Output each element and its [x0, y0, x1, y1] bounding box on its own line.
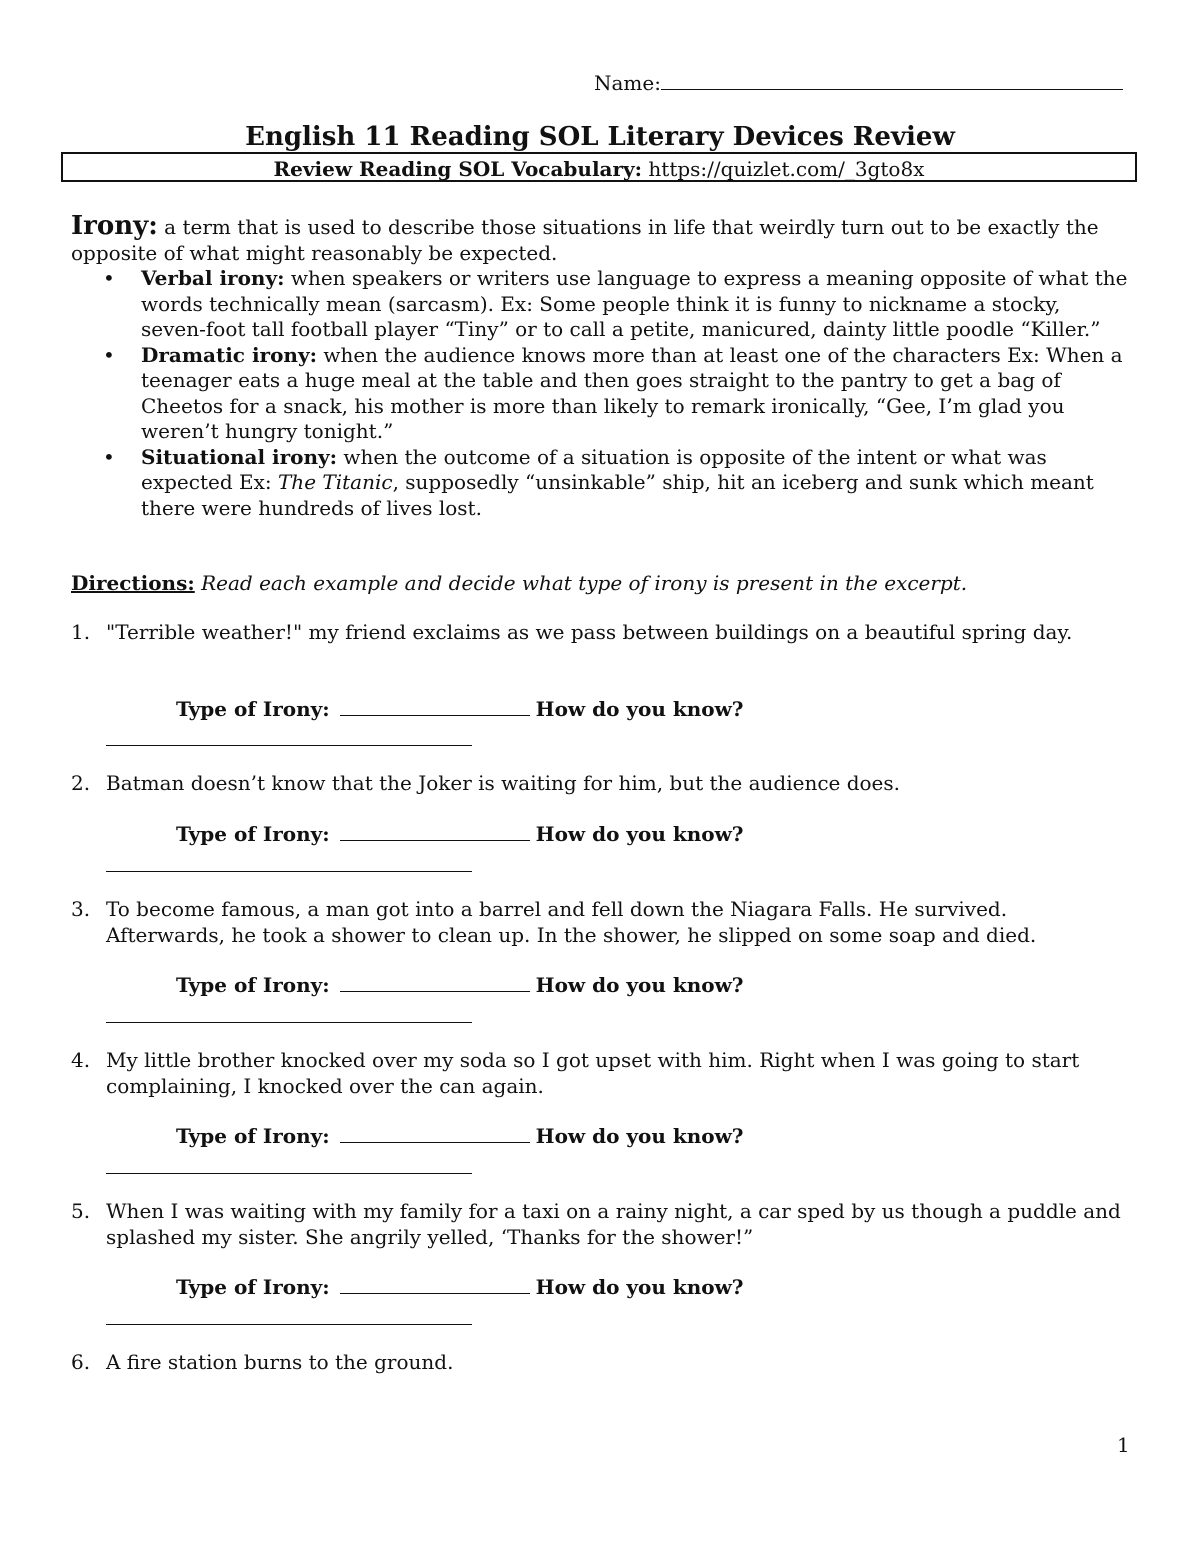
how-do-you-know-label: How do you know?: [535, 697, 744, 721]
question-text: Batman doesn’t know that the Joker is waiting for him, but the audience does.: [106, 771, 901, 795]
type-of-irony-label: Type of Irony:: [176, 1124, 330, 1148]
type-blank[interactable]: [340, 1124, 530, 1143]
how-do-you-know-label: How do you know?: [535, 973, 744, 997]
question-number: 5.: [71, 1199, 91, 1223]
irony-types-list: [71, 266, 1131, 521]
page-title: English 11 Reading SOL Literary Devices Review: [245, 122, 955, 152]
question-text: "Terrible weather!" my friend exclaims as we pass between buildings on a beautiful spring day.: [106, 620, 1073, 644]
answer-row-4: [176, 1123, 744, 1149]
name-label: Name:: [594, 71, 661, 95]
answer-row-3: [176, 972, 744, 998]
answer-row-2: [176, 821, 744, 847]
type-blank[interactable]: [340, 697, 530, 716]
type-of-irony-label: Type of Irony:: [176, 1275, 330, 1299]
page-number: 1: [1117, 1433, 1130, 1457]
question-text: My little brother knocked over my soda so I got upset with him. Right when I was going to start complaining, I knocked over the can again.: [106, 1048, 1080, 1098]
question-2: [71, 771, 1131, 797]
irony-type-text: when speakers or writers use language to express a meaning opposite of what the words technically mean (sarcasm). Ex: Some people think it is funny to nickname a stocky, seven-foot tall football player “Tiny” or to call a petite, manicured, dainty little poodle “Killer.”: [141, 266, 1128, 341]
vocab-box: [61, 152, 1137, 182]
irony-type-example-title: The Titanic: [277, 470, 393, 494]
how-do-you-know-label: How do you know?: [535, 1275, 744, 1299]
explanation-blank[interactable]: [106, 1022, 472, 1023]
vocab-link[interactable]: https://quizlet.com/_3gto8x: [648, 157, 925, 181]
irony-type-situational: [71, 445, 1131, 522]
name-blank[interactable]: [661, 71, 1123, 90]
question-number: 2.: [71, 771, 91, 795]
how-do-you-know-label: How do you know?: [535, 822, 744, 846]
irony-definition-block: [71, 211, 1131, 521]
explanation-blank[interactable]: [106, 1173, 472, 1174]
explanation-blank[interactable]: [106, 745, 472, 746]
question-text: A fire station burns to the ground.: [106, 1350, 454, 1374]
type-of-irony-label: Type of Irony:: [176, 822, 330, 846]
question-6: [71, 1350, 1131, 1376]
explanation-blank[interactable]: [106, 871, 472, 872]
irony-type-verbal: [71, 266, 1131, 343]
question-3: [71, 897, 1131, 948]
question-1: [71, 620, 1131, 646]
question-5: [71, 1199, 1131, 1250]
type-blank[interactable]: [340, 973, 530, 992]
irony-type-name: Verbal irony:: [141, 266, 285, 290]
answer-row-1: [176, 696, 744, 722]
question-text: To become famous, a man got into a barrel and fell down the Niagara Falls. He survived. Afterwards, he took a shower to clean up. In the shower, he slipped on some soap and died.: [106, 897, 1037, 947]
directions-label: Directions:: [71, 571, 195, 595]
question-4: [71, 1048, 1131, 1099]
answer-row-5: [176, 1274, 744, 1300]
question-number: 1.: [71, 620, 91, 644]
irony-definition-text: a term that is used to describe those situations in life that weirdly turn out to be exactly the opposite of what might reasonably be expected.: [71, 215, 1099, 265]
type-blank[interactable]: [340, 1275, 530, 1294]
irony-type-name: Situational irony:: [141, 444, 338, 469]
irony-type-text: when the outcome of a situation is opposite of the intent or what was expected Ex:: [141, 444, 1047, 494]
directions: [71, 570, 967, 596]
how-do-you-know-label: How do you know?: [535, 1124, 744, 1148]
vocab-label: Review Reading SOL Vocabulary:: [273, 157, 643, 181]
bullet-icon: •: [103, 266, 115, 290]
type-of-irony-label: Type of Irony:: [176, 973, 330, 997]
type-of-irony-label: Type of Irony:: [176, 697, 330, 721]
irony-type-text-after: , supposedly “unsinkable” ship, hit an iceberg and sunk which meant there were hundreds of lives lost.: [141, 470, 1094, 520]
irony-type-text: when the audience knows more than at least one of the characters Ex: When a teenager eats a huge meal at the table and then goes straight to the pantry to get a bag of Cheetos for a snack, his mother is more than likely to remark ironically, “Gee, I’m glad you weren’t hungry tonight.”: [141, 342, 1123, 443]
directions-text: Read each example and decide what type of irony is present in the excerpt.: [201, 571, 968, 595]
name-row: [594, 70, 1123, 96]
irony-term: Irony:: [71, 211, 158, 241]
irony-definition: [71, 211, 1131, 266]
question-number: 4.: [71, 1048, 91, 1072]
question-number: 3.: [71, 897, 91, 921]
irony-type-name: Dramatic irony:: [141, 342, 317, 367]
question-number: 6.: [71, 1350, 91, 1374]
bullet-icon: •: [103, 444, 115, 469]
question-text: When I was waiting with my family for a taxi on a rainy night, a car sped by us though a puddle and splashed my sister. She angrily yelled, ‘Thanks for the shower!”: [106, 1199, 1121, 1249]
explanation-blank[interactable]: [106, 1324, 472, 1325]
irony-type-dramatic: [71, 343, 1131, 445]
type-blank[interactable]: [340, 822, 530, 841]
bullet-icon: •: [103, 342, 115, 367]
